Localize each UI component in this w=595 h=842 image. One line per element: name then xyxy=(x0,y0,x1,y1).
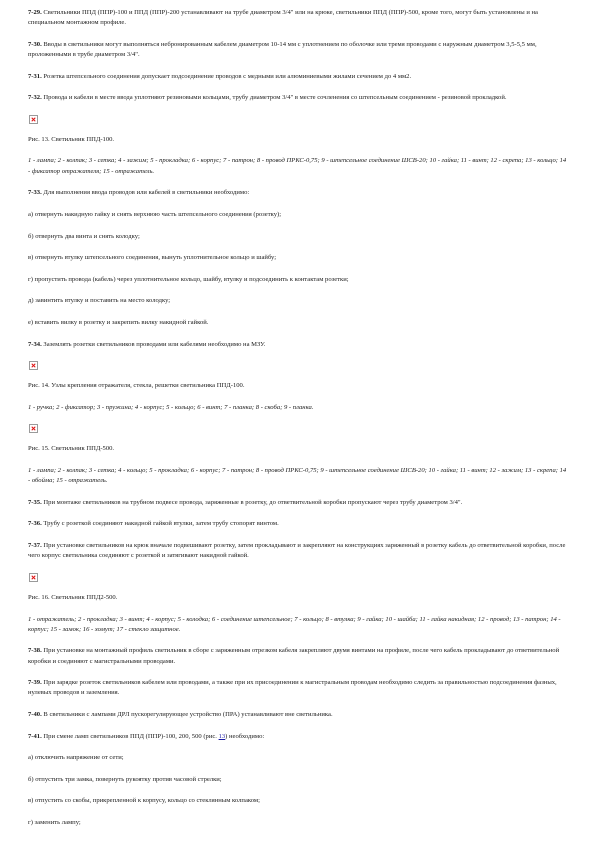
paragraph-text: Светильники ППД (ППР)-100 и ППД (ППР)-200 устанавливают на трубе диаметром 3/4" или на крюке, светильники ППД (ППР)-500, кроме того, могут быть установлены и на специальном монтажном профиле. xyxy=(28,9,538,27)
figure-16-caption: Рис. 16. Светильник ППД2-500. xyxy=(28,593,118,601)
paragraph-number: 7-33. xyxy=(28,189,42,197)
figure-13-legend: 1 - лампа; 2 - колпак; 3 - сетка; 4 - зажим; 5 - прокладка; 6 - корпус; 7 - патрон; 8 - провод ПРКС-0,75; 9 - штепсельное соединение ШСВ-20; 10 - гайка; 11 - винт; 12 - скрепа; 13 - кольцо; 14 - фиксатор отражателя; 15 - отражатель. xyxy=(28,157,567,175)
broken-image-icon[interactable] xyxy=(29,361,38,370)
paragraph-text: Вводы в светильники могут выполняться небронированным кабелем диаметром 10-14 мм с уплотнением по оболочке или тремя проводами с наружным диаметром 3,5-5,5 мм, проложенными в трубе диаметром 3/4". xyxy=(28,40,537,59)
paragraph-text: Провода и кабели в месте ввода уплотняют резиновыми кольцами, трубу диаметром 3/4" в месте сочленения со штепсельным соединением - резиновой прокладкой. xyxy=(43,94,507,102)
paragraph-number: 7-30. xyxy=(28,40,42,48)
list-item: д) завинтить втулку и поставить на место колодку; xyxy=(28,297,171,305)
list-item: б) отвернуть два винта и снять колодку; xyxy=(28,232,140,240)
paragraph-text: При монтаже светильников на трубном подвесе провода, заряженные в розетку, до ответвительной коробки пропускают через трубу диаметром 3/4". xyxy=(43,498,463,506)
list-item: а) отключить напряжение от сети; xyxy=(28,754,124,762)
paragraph-number: 7-31. xyxy=(28,72,42,80)
paragraph-number: 7-38. xyxy=(28,647,42,655)
document-page xyxy=(28,8,568,840)
paragraph-7-37 xyxy=(28,541,568,561)
list-item: г) заменить лампу; xyxy=(28,819,81,827)
paragraph-text: При установке на монтажный профиль светильник в сборе с заряженным отрезком кабеля закрепляют двумя винтами на профиле, после чего кабель прокладывают до ответвительной коробки и соединяют с магистральными проводами. xyxy=(28,647,560,665)
figure-15-legend: 1 - лампа; 2 - колпак; 3 - сетка; 4 - кольцо; 5 - прокладка; 6 - корпус; 7 - патрон; 8 - провод ПРКС-0,75; 9 - штепсельное соединение ШСВ-20; 10 - гайка; 11 - винт; 12 - зажим; 13 - скрепа; 14 - обойма; 15 - отражатель. xyxy=(28,467,567,485)
paragraph-text: Розетка штепсельного соединения допускает подсоединение проводов с медными или алюминиевыми жилами сечением до 4 мм2. xyxy=(43,72,412,80)
paragraph-text: Заземлять розетки светильников проводами или кабелями необходимо на МЗУ. xyxy=(43,340,266,348)
paragraph-7-35 xyxy=(28,498,568,508)
figure-14-legend: 1 - ручка; 2 - фиксатор; 3 - пружина; 4 - корпус; 5 - кольцо; 6 - винт; 7 - планка; 8 - скоба; 9 - планка. xyxy=(28,403,314,411)
broken-image-icon[interactable] xyxy=(29,573,38,582)
broken-image-icon[interactable] xyxy=(29,115,38,124)
paragraph-7-36 xyxy=(28,519,568,529)
paragraph-number: 7-37. xyxy=(28,542,42,550)
paragraph-number: 7-29. xyxy=(28,9,42,16)
paragraph-7-38 xyxy=(28,646,568,666)
list-item: е) вставить вилку в розетку и закрепить вилку накидной гайкой. xyxy=(28,318,209,326)
paragraph-7-29 xyxy=(28,8,568,28)
list-item: в) отпустить со скобы, прикрепленной к корпусу, кольцо со стеклянным колпаком; xyxy=(28,797,260,805)
paragraph-number: 7-35. xyxy=(28,498,42,506)
paragraph-number: 7-36. xyxy=(28,520,42,528)
paragraph-text: Для выполнения ввода проводов или кабелей в светильники необходимо: xyxy=(43,189,250,197)
list-item: а) отвернуть накидную гайку и снять верхнюю часть штепсельного соединения (розетку); xyxy=(28,210,282,218)
paragraph-text: При зарядке розеток светильников кабелем или проводами, а также при их присоединении к магистральным проводам необходимо следить за правильностью подсоединения фазных, нулевых проводов и заземления. xyxy=(28,679,557,697)
paragraph-7-34 xyxy=(28,340,568,350)
broken-image-icon[interactable] xyxy=(29,424,38,433)
paragraph-7-40 xyxy=(28,710,568,720)
figure-13-caption: Рис. 13. Светильник ППД-100. xyxy=(28,135,115,143)
paragraph-7-39 xyxy=(28,678,568,698)
list-item: г) пропустить провода (кабель) через уплотнительное кольцо, шайбу, втулку и подсоединить к контактам розетки; xyxy=(28,275,349,283)
paragraph-7-31 xyxy=(28,72,568,82)
paragraph-number: 7-41. xyxy=(28,732,42,740)
paragraph-number: 7-32. xyxy=(28,94,42,102)
paragraph-7-30 xyxy=(28,40,568,60)
paragraph-text: Трубу с розеткой соединяют накидной гайкой втулки, затем трубу стопорят винтом. xyxy=(43,520,279,528)
figure-16-legend: 1 - отражатель; 2 - прокладка; 3 - винт; 4 - корпус; 5 - колодка; 6 - соединение штепсельное; 7 - кольцо; 8 - втулка; 9 - гайка; 10 - шайба; 11 - гайка накидная; 12 - провод; 13 - патрон; 14 - корпус; 15 - замок; 16 - хомут; 17 - стекло защитное. xyxy=(28,615,561,633)
paragraph-number: 7-40. xyxy=(28,710,42,718)
list-item: б) отпустить три замка, повернуть рукоятку против часовой стрелки; xyxy=(28,775,222,783)
figure-14-caption: Рис. 14. Узлы крепления отражателя, стекла, решетки светильника ППД-100. xyxy=(28,382,245,390)
paragraph-text: При установке светильников на крюк вначале подвешивают розетку, затем прокладывают и закрепляют на конструкциях заряженный в розетку кабель до ответвительной коробки, после чего корпус светильника соединяют с розеткой и затягивают накидной гайкой. xyxy=(28,542,566,560)
paragraph-7-33 xyxy=(28,188,568,198)
list-item: в) отвернуть втулку штепсельного соединения, вынуть уплотнительное кольцо и шайбу; xyxy=(28,254,277,262)
paragraph-text: ) необходимо: xyxy=(225,732,265,740)
paragraph-number: 7-39. xyxy=(28,679,42,687)
figure-15-caption: Рис. 15. Светильник ППД-500. xyxy=(28,445,115,453)
paragraph-number: 7-34. xyxy=(28,340,42,348)
paragraph-text: В светильники с лампами ДРЛ пускорегулирующее устройство (ПРА) устанавливают вне светильника. xyxy=(43,710,333,718)
figure-13-link[interactable]: 13 xyxy=(218,732,226,740)
paragraph-text: При смене ламп светильников ППД (ППР)-100, 200, 500 (рис. xyxy=(43,732,219,740)
paragraph-7-32 xyxy=(28,93,568,103)
paragraph-7-41 xyxy=(28,732,568,742)
